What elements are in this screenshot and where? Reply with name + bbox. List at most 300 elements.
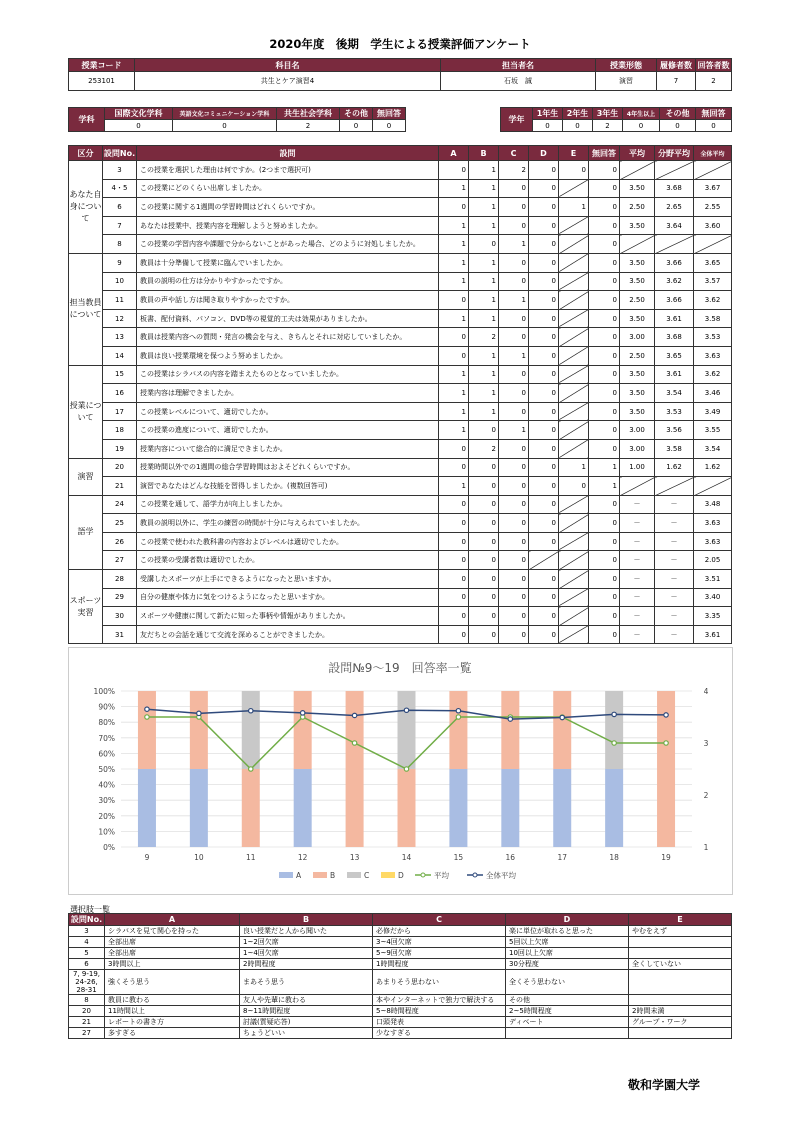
answer-count: 0 xyxy=(589,532,620,551)
answer-count: 0 xyxy=(469,532,499,551)
chart-svg xyxy=(69,648,732,894)
department-table xyxy=(68,107,406,132)
category-cell: 演習 xyxy=(69,458,103,495)
point-平均 xyxy=(404,767,408,771)
bar-B xyxy=(138,691,156,769)
average-all: 3.55 xyxy=(694,421,732,440)
legend-marker xyxy=(421,873,425,877)
options-header: 設問No. xyxy=(69,914,105,926)
answer-count: 0 xyxy=(499,402,529,421)
answer-count: 0 xyxy=(439,625,469,644)
answer-count: 0 xyxy=(589,179,620,198)
average-avg: － xyxy=(620,495,655,514)
option-choice xyxy=(629,948,732,959)
answer-count: 0 xyxy=(589,346,620,365)
bar-C xyxy=(605,691,623,769)
answer-count: 0 xyxy=(529,458,559,477)
course-header: 担当者名 xyxy=(441,59,596,72)
average-field: 3.61 xyxy=(655,309,694,328)
option-choice xyxy=(629,995,732,1006)
answer-count: 0 xyxy=(589,421,620,440)
question-row xyxy=(69,588,732,607)
answer-count: 0 xyxy=(529,625,559,644)
year-header: 3年生 xyxy=(593,108,623,120)
average-avg: － xyxy=(620,588,655,607)
question-text: 教員の説明の仕方は分かりやすかったですか。 xyxy=(137,272,439,291)
question-number: 6 xyxy=(103,198,137,217)
y-left-tick-label: 80% xyxy=(98,718,115,728)
option-choice: 必修だから xyxy=(373,926,506,937)
answer-count: 1 xyxy=(439,253,469,272)
answer-count xyxy=(559,235,589,254)
question-row xyxy=(69,235,732,254)
average-field xyxy=(655,161,694,180)
average-all: 3.63 xyxy=(694,532,732,551)
option-choice xyxy=(629,937,732,948)
point-全体平均 xyxy=(352,713,356,717)
answer-count: 0 xyxy=(469,235,499,254)
average-avg: 2.50 xyxy=(620,291,655,310)
option-choice: シラバスを見て関心を持った xyxy=(105,926,240,937)
year-value: 2 xyxy=(593,120,623,132)
legend-swatch xyxy=(279,872,293,878)
question-number: 13 xyxy=(103,328,137,347)
answer-count xyxy=(559,384,589,403)
answer-count: 1 xyxy=(469,253,499,272)
answer-count xyxy=(559,551,589,570)
option-choice: 全くそう思わない xyxy=(506,970,629,995)
answer-count: 0 xyxy=(589,253,620,272)
legend-swatch xyxy=(313,872,327,878)
options-header: C xyxy=(373,914,506,926)
answer-count: 0 xyxy=(439,439,469,458)
option-row xyxy=(69,995,732,1006)
answer-count: 2 xyxy=(499,161,529,180)
course-header: 回答者数 xyxy=(697,60,730,70)
year-value: 0 xyxy=(563,120,593,132)
y-left-tick-label: 50% xyxy=(98,765,115,774)
answer-count: 0 xyxy=(589,570,620,589)
average-field: － xyxy=(655,532,694,551)
average-avg: 3.00 xyxy=(620,421,655,440)
answer-count: 1 xyxy=(439,272,469,291)
question-number: 4・5 xyxy=(103,179,137,198)
answer-count xyxy=(559,402,589,421)
point-全体平均 xyxy=(664,713,668,717)
question-text: 自分の健康や体力に気をつけるようになったと思いますか。 xyxy=(137,588,439,607)
option-choice: 討議(質疑応答) xyxy=(240,1017,373,1028)
answer-count: 1 xyxy=(439,384,469,403)
answer-count: 1 xyxy=(439,309,469,328)
bar-A xyxy=(501,769,519,847)
answer-count: 1 xyxy=(559,198,589,217)
answer-count: 0 xyxy=(499,477,529,496)
average-field: 3.64 xyxy=(655,216,694,235)
course-value: 253101 xyxy=(69,72,135,91)
point-平均 xyxy=(612,741,616,745)
average-field: － xyxy=(655,625,694,644)
question-number: 30 xyxy=(103,607,137,626)
answer-count: 1 xyxy=(589,458,620,477)
average-field: 3.66 xyxy=(655,253,694,272)
option-choice: 全部出席 xyxy=(105,937,240,948)
answer-count: 0 xyxy=(529,198,559,217)
answer-count: 0 xyxy=(529,384,559,403)
answer-count: 0 xyxy=(529,439,559,458)
question-number: 31 xyxy=(103,625,137,644)
answer-count: 0 xyxy=(529,570,559,589)
average-avg: 3.50 xyxy=(620,384,655,403)
answer-count: 0 xyxy=(589,625,620,644)
average-avg xyxy=(620,235,655,254)
course-header: 授業コード xyxy=(69,59,135,72)
answer-count xyxy=(559,439,589,458)
y-left-tick-label: 90% xyxy=(98,702,115,712)
answer-count: 0 xyxy=(589,495,620,514)
average-all: 3.53 xyxy=(694,328,732,347)
answer-count: 0 xyxy=(529,328,559,347)
bar-A xyxy=(449,769,467,847)
average-all: 3.63 xyxy=(694,514,732,533)
response-rate-chart xyxy=(68,647,733,895)
average-all: 3.60 xyxy=(694,216,732,235)
option-question-number: 3 xyxy=(69,926,105,937)
x-tick-label: 13 xyxy=(349,853,360,862)
question-text: 教員は授業内容への質問・発言の機会を与え、きちんとそれに対応していましたか。 xyxy=(137,328,439,347)
average-all: 3.35 xyxy=(694,607,732,626)
option-choice: その他 xyxy=(506,995,629,1006)
answer-count: 0 xyxy=(469,570,499,589)
option-choice: 5回以上欠席 xyxy=(506,937,629,948)
x-tick-label: 12 xyxy=(297,853,308,862)
answer-count: 1 xyxy=(589,477,620,496)
point-全体平均 xyxy=(508,717,512,721)
answer-count: 0 xyxy=(529,309,559,328)
answer-count: 0 xyxy=(529,179,559,198)
answer-count: 1 xyxy=(439,477,469,496)
average-all: 3.46 xyxy=(694,384,732,403)
answer-count: 2 xyxy=(469,439,499,458)
point-全体平均 xyxy=(404,708,408,712)
question-number: 18 xyxy=(103,421,137,440)
main-header: 設問 xyxy=(137,146,439,161)
answer-count: 1 xyxy=(469,216,499,235)
answer-count: 0 xyxy=(529,161,559,180)
answer-count xyxy=(559,570,589,589)
options-header: B xyxy=(240,914,373,926)
question-text: 授業時間以外での1週間の総合学習時間はおよそどれくらいですか。 xyxy=(137,458,439,477)
dept-value: 0 xyxy=(340,120,373,132)
average-field: 3.53 xyxy=(655,402,694,421)
average-field xyxy=(655,477,694,496)
answer-count: 0 xyxy=(499,551,529,570)
average-avg: 3.50 xyxy=(620,253,655,272)
question-text: 板書、配付資料、パソコン、DVD等の視覚的工夫は効果がありましたか。 xyxy=(137,309,439,328)
category-cell: 授業について xyxy=(69,365,103,458)
answer-count: 0 xyxy=(529,495,559,514)
answer-count: 0 xyxy=(499,514,529,533)
answer-count: 0 xyxy=(439,607,469,626)
question-text: 授業内容は理解できましたか。 xyxy=(137,384,439,403)
answer-count: 0 xyxy=(439,532,469,551)
average-field: － xyxy=(655,551,694,570)
question-number: 29 xyxy=(103,588,137,607)
answer-count: 0 xyxy=(499,384,529,403)
answer-count xyxy=(559,253,589,272)
answer-count: 1 xyxy=(469,309,499,328)
option-choice: 30分程度 xyxy=(506,959,629,970)
year-label: 学年 xyxy=(501,108,533,132)
average-field: 3.61 xyxy=(655,365,694,384)
bar-B xyxy=(398,769,416,847)
bar-C xyxy=(242,691,260,769)
answer-count xyxy=(559,421,589,440)
year-header: 無回答 xyxy=(696,108,732,120)
option-choice: 5~9回欠席 xyxy=(373,948,506,959)
answer-count: 1 xyxy=(469,291,499,310)
course-value: 共生とケア演習4 xyxy=(135,72,441,91)
average-all: 2.05 xyxy=(694,551,732,570)
dept-value: 0 xyxy=(373,120,406,132)
average-avg: 3.50 xyxy=(620,272,655,291)
page-title: 2020年度 後期 学生による授業評価アンケート xyxy=(269,37,531,51)
answer-count: 0 xyxy=(529,421,559,440)
year-header: 1年生 xyxy=(533,108,563,120)
option-row xyxy=(69,948,732,959)
y-left-tick-label: 70% xyxy=(98,733,115,743)
answer-count: 0 xyxy=(589,309,620,328)
answer-count: 0 xyxy=(589,588,620,607)
answer-count: 0 xyxy=(529,216,559,235)
answer-count: 0 xyxy=(499,179,529,198)
average-all xyxy=(694,235,732,254)
bar-B xyxy=(449,691,467,769)
question-text: あなたは授業中、授業内容を理解しようと努めましたか。 xyxy=(137,216,439,235)
option-choice: 楽に単位が取れると思った xyxy=(506,926,629,937)
answer-count: 1 xyxy=(559,458,589,477)
average-field: 3.58 xyxy=(655,439,694,458)
question-text: この授業を選択した理由は何ですか。(2つまで選択可) xyxy=(137,161,439,180)
y-left-tick-label: 100% xyxy=(93,687,115,696)
option-question-number: 27 xyxy=(69,1028,105,1039)
point-全体平均 xyxy=(197,711,201,715)
average-all: 3.51 xyxy=(694,570,732,589)
average-avg: 3.00 xyxy=(620,439,655,458)
options-table xyxy=(68,913,732,1039)
year-header: 4年生以上 xyxy=(623,108,660,120)
answer-count: 1 xyxy=(499,291,529,310)
answer-count: 1 xyxy=(439,421,469,440)
option-choice: 10回以上欠席 xyxy=(506,948,629,959)
year-value: 0 xyxy=(533,120,563,132)
answer-count xyxy=(529,551,559,570)
answer-count: 0 xyxy=(469,477,499,496)
option-choice: 良い授業だと人から聞いた xyxy=(240,926,373,937)
answer-count: 1 xyxy=(439,365,469,384)
question-row xyxy=(69,272,732,291)
question-number: 28 xyxy=(103,570,137,589)
category-cell: スポーツ実習 xyxy=(69,570,103,644)
option-row xyxy=(69,1028,732,1039)
legend-swatch xyxy=(347,872,361,878)
answer-count: 1 xyxy=(439,179,469,198)
average-avg: 3.50 xyxy=(620,179,655,198)
average-field: － xyxy=(655,514,694,533)
answer-count xyxy=(559,272,589,291)
answer-count: 1 xyxy=(469,365,499,384)
question-row xyxy=(69,179,732,198)
answer-count: 0 xyxy=(589,384,620,403)
average-avg: 3.50 xyxy=(620,216,655,235)
average-all: 3.40 xyxy=(694,588,732,607)
option-choice: 友人や先輩に教わる xyxy=(240,995,373,1006)
course-header: 授業形態 xyxy=(596,59,657,72)
answer-count: 0 xyxy=(529,235,559,254)
dept-value: 0 xyxy=(105,120,173,132)
question-text: この授業の学習内容や課題で分からないことがあった場合、どのように対処しましたか。 xyxy=(137,235,439,254)
course-info-table xyxy=(68,58,732,91)
question-number: 19 xyxy=(103,439,137,458)
option-choice: レポートの書き方 xyxy=(105,1017,240,1028)
average-avg: 3.50 xyxy=(620,365,655,384)
main-header: D xyxy=(529,146,559,161)
answer-count: 0 xyxy=(499,365,529,384)
option-choice xyxy=(506,1028,629,1039)
average-all: 3.48 xyxy=(694,495,732,514)
answer-count xyxy=(559,216,589,235)
question-number: 10 xyxy=(103,272,137,291)
point-平均 xyxy=(352,741,356,745)
answer-count: 0 xyxy=(499,532,529,551)
main-header: 無回答 xyxy=(589,146,620,161)
y-right-tick-label: 3 xyxy=(703,739,709,748)
question-text: 演習であなたはどんな技能を習得しましたか。(複数回答可) xyxy=(137,477,439,496)
answer-count: 0 xyxy=(499,607,529,626)
year-table xyxy=(500,107,732,132)
option-choice: 3時間以上 xyxy=(105,959,240,970)
legend-label: A xyxy=(296,871,302,880)
question-text: 教員の説明以外に、学生の練習の時間が十分に与えられていましたか。 xyxy=(137,514,439,533)
answer-count: 0 xyxy=(469,514,499,533)
year-value: 0 xyxy=(623,120,660,132)
legend-label: 平均 xyxy=(434,871,449,880)
answer-count: 0 xyxy=(499,309,529,328)
answer-count: 0 xyxy=(469,588,499,607)
y-right-tick-label: 4 xyxy=(703,687,709,696)
average-all: 3.49 xyxy=(694,402,732,421)
legend-label: C xyxy=(364,871,370,880)
main-header: E xyxy=(559,146,589,161)
course-value: 7 xyxy=(657,72,696,91)
answer-count: 1 xyxy=(439,235,469,254)
answer-count: 1 xyxy=(469,384,499,403)
answer-count: 0 xyxy=(529,514,559,533)
option-choice: あまりそう思わない xyxy=(373,970,506,995)
question-text: この授業にどのくらい出席しましたか。 xyxy=(137,179,439,198)
question-text: 授業内容について総合的に満足できましたか。 xyxy=(137,439,439,458)
answer-count xyxy=(559,365,589,384)
x-tick-label: 18 xyxy=(609,853,619,862)
bar-A xyxy=(190,769,208,847)
answer-count xyxy=(559,328,589,347)
answer-count: 0 xyxy=(499,625,529,644)
answer-count: 2 xyxy=(469,328,499,347)
answer-count: 0 xyxy=(589,198,620,217)
average-avg: － xyxy=(620,532,655,551)
dept-header: その他 xyxy=(340,108,373,120)
answer-count: 0 xyxy=(529,272,559,291)
x-tick-label: 19 xyxy=(661,853,671,862)
average-all: 3.62 xyxy=(694,365,732,384)
question-number: 14 xyxy=(103,346,137,365)
question-row xyxy=(69,458,732,477)
option-choice: 全くしていない xyxy=(629,959,732,970)
answer-count: 0 xyxy=(439,514,469,533)
y-left-tick-label: 40% xyxy=(98,780,115,790)
answer-count: 0 xyxy=(559,477,589,496)
question-number: 17 xyxy=(103,402,137,421)
main-header: C xyxy=(499,146,529,161)
answer-count: 0 xyxy=(499,328,529,347)
option-choice: 少なすぎる xyxy=(373,1028,506,1039)
average-field: － xyxy=(655,607,694,626)
average-field: － xyxy=(655,495,694,514)
average-all xyxy=(694,477,732,496)
average-field: 3.66 xyxy=(655,291,694,310)
year-value: 0 xyxy=(696,120,732,132)
questions-table xyxy=(68,145,732,644)
option-choice: 1~2回欠席 xyxy=(240,937,373,948)
option-question-number: 5 xyxy=(69,948,105,959)
point-平均 xyxy=(145,715,149,719)
answer-count: 1 xyxy=(469,198,499,217)
answer-count xyxy=(559,532,589,551)
answer-count: 0 xyxy=(499,495,529,514)
average-field: － xyxy=(655,588,694,607)
average-all xyxy=(694,161,732,180)
average-field: － xyxy=(655,570,694,589)
option-choice: 8~11時間程度 xyxy=(240,1006,373,1017)
option-choice xyxy=(629,970,732,995)
question-row xyxy=(69,309,732,328)
answer-count xyxy=(559,625,589,644)
answer-count: 0 xyxy=(499,588,529,607)
answer-count: 0 xyxy=(589,328,620,347)
option-choice: 5~8時間程度 xyxy=(373,1006,506,1017)
average-avg: 1.00 xyxy=(620,458,655,477)
question-row xyxy=(69,514,732,533)
x-tick-label: 10 xyxy=(194,853,204,862)
main-header: B xyxy=(469,146,499,161)
bar-B xyxy=(190,691,208,769)
option-choice: 強くそう思う xyxy=(105,970,240,995)
option-choice: 全部出席 xyxy=(105,948,240,959)
answer-count: 1 xyxy=(499,235,529,254)
average-field: 3.62 xyxy=(655,272,694,291)
question-text: この授業で使われた教科書の内容およびレベルは適切でしたか。 xyxy=(137,532,439,551)
average-all: 1.62 xyxy=(694,458,732,477)
category-cell: あなた自身について xyxy=(69,161,103,254)
option-choice: 本やインターネットで独力で解決する xyxy=(373,995,506,1006)
bar-B xyxy=(553,691,571,769)
answer-count: 0 xyxy=(499,216,529,235)
answer-count: 0 xyxy=(499,272,529,291)
option-question-number: 4 xyxy=(69,937,105,948)
category-cell: 語学 xyxy=(69,495,103,569)
dept-value: 2 xyxy=(277,120,340,132)
question-number: 8 xyxy=(103,235,137,254)
point-全体平均 xyxy=(560,715,564,719)
